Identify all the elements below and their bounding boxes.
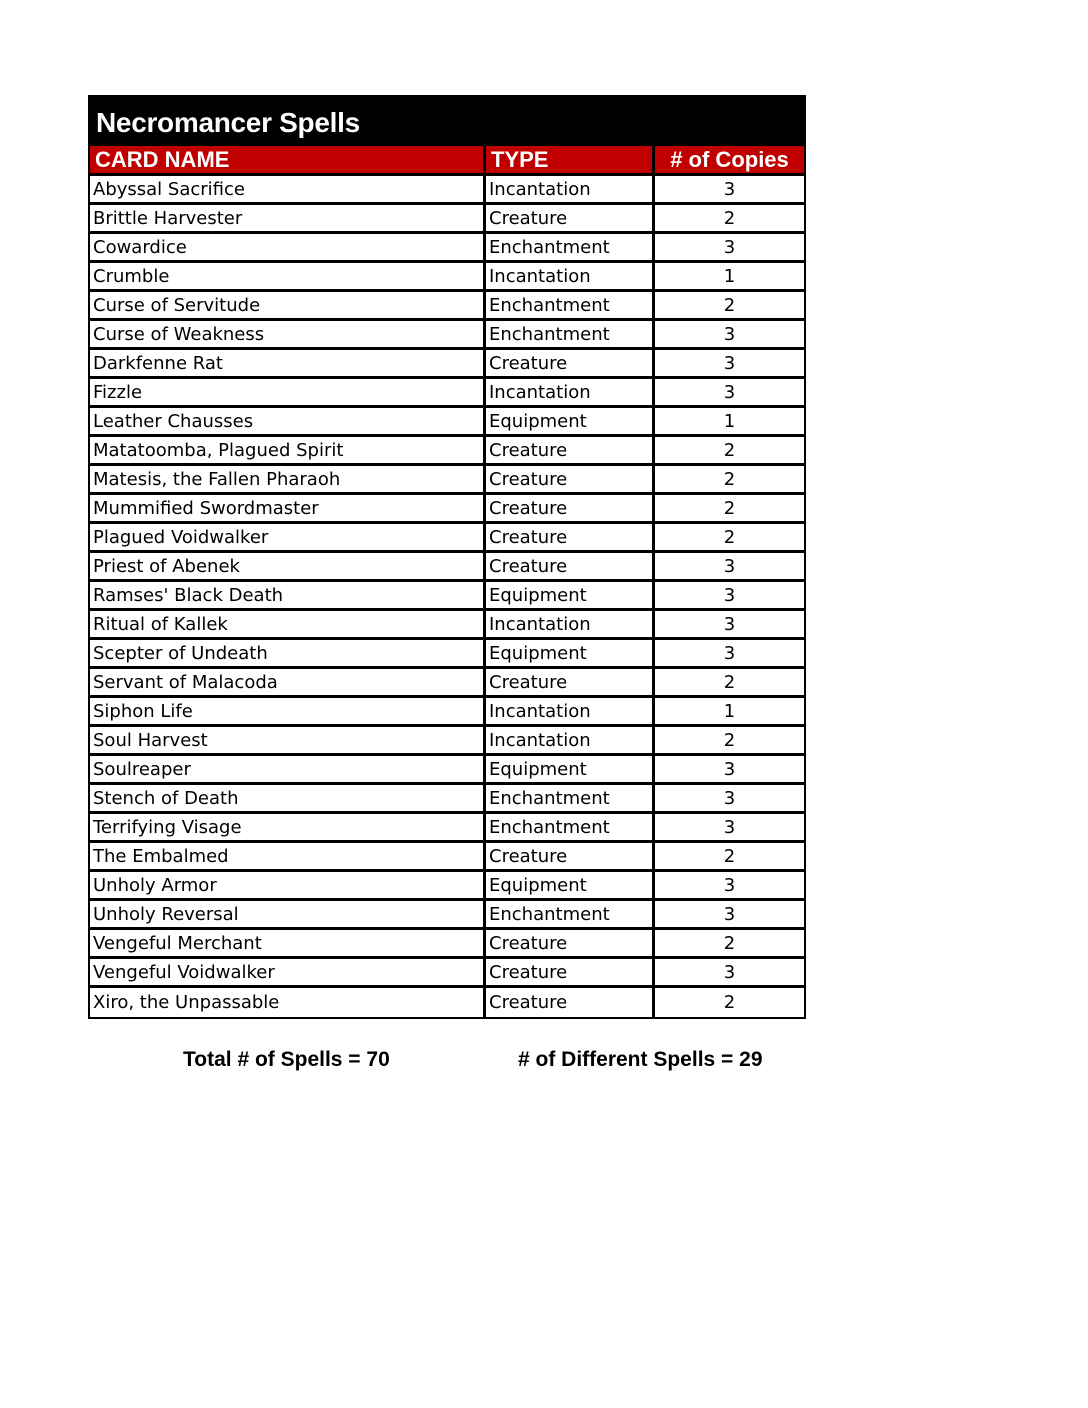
table-row (90, 611, 804, 640)
card-type-cell: Equipment (486, 872, 655, 901)
card-name-cell: Brittle Harvester (90, 205, 486, 234)
column-header-copies: # of Copies (655, 146, 804, 176)
copies-cell: 3 (655, 582, 804, 611)
table-row (90, 901, 804, 930)
card-name-cell: Unholy Reversal (90, 901, 486, 930)
card-name-cell: Matesis, the Fallen Pharaoh (90, 466, 486, 495)
table-row (90, 988, 804, 1017)
table-row (90, 582, 804, 611)
card-name-cell: Matatoomba, Plagued Spirit (90, 437, 486, 466)
table-row (90, 756, 804, 785)
table-row (90, 379, 804, 408)
card-type-cell: Incantation (486, 727, 655, 756)
copies-cell: 3 (655, 756, 804, 785)
card-name-cell: Curse of Weakness (90, 321, 486, 350)
copies-cell: 3 (655, 176, 804, 205)
card-type-cell: Creature (486, 466, 655, 495)
card-type-cell: Incantation (486, 176, 655, 205)
card-name-cell: Ramses' Black Death (90, 582, 486, 611)
card-type-cell: Creature (486, 669, 655, 698)
card-type-cell: Creature (486, 988, 655, 1017)
card-type-cell: Enchantment (486, 901, 655, 930)
table-row (90, 872, 804, 901)
copies-cell: 2 (655, 727, 804, 756)
table-row (90, 785, 804, 814)
card-name-cell: Soul Harvest (90, 727, 486, 756)
table-header-row (90, 146, 804, 176)
card-name-cell: Stench of Death (90, 785, 486, 814)
card-type-cell: Creature (486, 437, 655, 466)
card-name-cell: Servant of Malacoda (90, 669, 486, 698)
table-row (90, 263, 804, 292)
copies-cell: 2 (655, 524, 804, 553)
card-type-cell: Equipment (486, 582, 655, 611)
copies-cell: 1 (655, 408, 804, 437)
copies-cell: 3 (655, 872, 804, 901)
card-name-cell: Ritual of Kallek (90, 611, 486, 640)
card-type-cell: Enchantment (486, 814, 655, 843)
card-type-cell: Equipment (486, 408, 655, 437)
copies-cell: 3 (655, 234, 804, 263)
card-name-cell: Darkfenne Rat (90, 350, 486, 379)
table-row (90, 321, 804, 350)
copies-cell: 2 (655, 843, 804, 872)
table-row (90, 640, 804, 669)
table-row (90, 553, 804, 582)
copies-cell: 1 (655, 698, 804, 727)
table-row (90, 669, 804, 698)
table-row (90, 176, 804, 205)
card-name-cell: Xiro, the Unpassable (90, 988, 486, 1017)
card-name-cell: Priest of Abenek (90, 553, 486, 582)
card-name-cell: Mummified Swordmaster (90, 495, 486, 524)
card-type-cell: Incantation (486, 698, 655, 727)
card-type-cell: Equipment (486, 756, 655, 785)
copies-cell: 3 (655, 959, 804, 988)
card-type-cell: Creature (486, 959, 655, 988)
card-type-cell: Enchantment (486, 292, 655, 321)
table-row (90, 292, 804, 321)
card-name-cell: Unholy Armor (90, 872, 486, 901)
table-row (90, 930, 804, 959)
copies-cell: 3 (655, 901, 804, 930)
card-type-cell: Enchantment (486, 321, 655, 350)
card-type-cell: Enchantment (486, 234, 655, 263)
copies-cell: 2 (655, 205, 804, 234)
card-type-cell: Incantation (486, 611, 655, 640)
card-type-cell: Creature (486, 524, 655, 553)
card-name-cell: Fizzle (90, 379, 486, 408)
card-type-cell: Creature (486, 553, 655, 582)
card-name-cell: Siphon Life (90, 698, 486, 727)
card-name-cell: Plagued Voidwalker (90, 524, 486, 553)
copies-cell: 2 (655, 437, 804, 466)
card-name-cell: Crumble (90, 263, 486, 292)
copies-cell: 3 (655, 350, 804, 379)
copies-cell: 3 (655, 321, 804, 350)
different-spells-summary: # of Different Spells = 29 (518, 1048, 763, 1071)
table-row (90, 234, 804, 263)
copies-cell: 3 (655, 553, 804, 582)
table-row (90, 408, 804, 437)
card-type-cell: Incantation (486, 263, 655, 292)
table-row (90, 495, 804, 524)
card-type-cell: Creature (486, 843, 655, 872)
card-name-cell: Cowardice (90, 234, 486, 263)
copies-cell: 2 (655, 988, 804, 1017)
table-row (90, 727, 804, 756)
table-row (90, 698, 804, 727)
copies-cell: 3 (655, 611, 804, 640)
sheet-title: Necromancer Spells (96, 107, 360, 138)
card-type-cell: Incantation (486, 379, 655, 408)
table-row (90, 524, 804, 553)
card-type-cell: Creature (486, 350, 655, 379)
spell-list-sheet (88, 95, 806, 1019)
card-type-cell: Creature (486, 205, 655, 234)
table-row (90, 437, 804, 466)
copies-cell: 2 (655, 930, 804, 959)
card-name-cell: Vengeful Merchant (90, 930, 486, 959)
column-header-type: TYPE (486, 146, 655, 176)
copies-cell: 3 (655, 640, 804, 669)
copies-cell: 2 (655, 292, 804, 321)
card-name-cell: Soulreaper (90, 756, 486, 785)
table-row (90, 350, 804, 379)
copies-cell: 2 (655, 466, 804, 495)
card-name-cell: Scepter of Undeath (90, 640, 486, 669)
card-type-cell: Creature (486, 495, 655, 524)
spell-table-body (90, 176, 804, 1017)
copies-cell: 2 (655, 495, 804, 524)
table-row (90, 814, 804, 843)
card-name-cell: Curse of Servitude (90, 292, 486, 321)
copies-cell: 2 (655, 669, 804, 698)
card-type-cell: Equipment (486, 640, 655, 669)
table-row (90, 843, 804, 872)
card-type-cell: Enchantment (486, 785, 655, 814)
card-name-cell: Vengeful Voidwalker (90, 959, 486, 988)
card-name-cell: The Embalmed (90, 843, 486, 872)
table-row (90, 205, 804, 234)
copies-cell: 3 (655, 785, 804, 814)
card-name-cell: Abyssal Sacrifice (90, 176, 486, 205)
copies-cell: 3 (655, 814, 804, 843)
spell-table (90, 146, 804, 1017)
card-type-cell: Creature (486, 930, 655, 959)
card-name-cell: Terrifying Visage (90, 814, 486, 843)
copies-cell: 3 (655, 379, 804, 408)
column-header-card-name: CARD NAME (90, 146, 486, 176)
table-row (90, 466, 804, 495)
card-name-cell: Leather Chausses (90, 408, 486, 437)
table-row (90, 959, 804, 988)
total-spells-summary: Total # of Spells = 70 (183, 1048, 390, 1071)
copies-cell: 1 (655, 263, 804, 292)
